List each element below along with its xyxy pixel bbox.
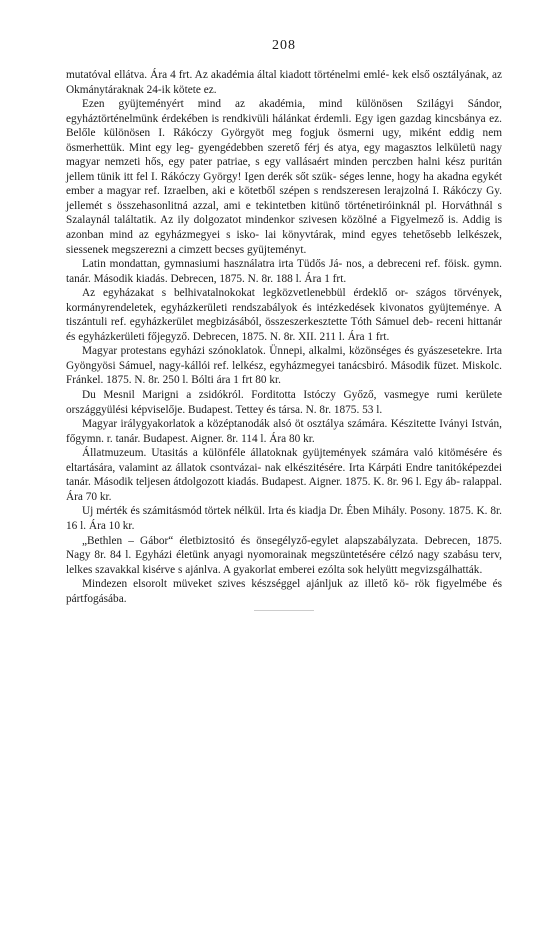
paragraph: Latin mondattan, gymnasiumi használatra irta Tüdős Já- nos, a debreceni ref. föisk. gymn. tanár. Második kiadás. Debrecen, 1875. N. 8r. 188 l. Ára 1 frt.: [66, 258, 502, 285]
page-number: 208: [272, 38, 296, 53]
paragraph: „Bethlen – Gábor“ életbiztositó és önsegélyző-egylet alapszabályzata. Debrecen, 1875. Nagy 8r. 84 l. Egyházi életünk anyagi nyomorainak megszüntetésére célzó nagy szabásu terv, lelkes szavakkal kisérve s ajánlva. A gyakorlat emberei ezólta sok helyütt megvizsgálhatták.: [66, 534, 502, 576]
paragraph: Ezen gyüjteményért mind az akadémia, mind különösen Szilágyi Sándor, egyháztörténelmünk érdekében is rendkivüli hálánkat érdemli. Egy igen gazdag kincsbánya ez. Belőle különösen I. Rákóczy Györgyöt meg fogjuk ösmerni ugy, miként eddig nem ösmerhettük. Mint egy leg- gyengédebben szerető férj és atya, egy magasztos lelkületü nagy magyar nemzeti hős, egy pater patriae, s egy vallásaért minden perczben halni kész puritán jellem tünik itt fel I. Rákóczy György! Igen derék sőt szük- séges lenne, hogy ha akadna egykét ember a magyar ref. Izraelben, aki e kötetből szépen s rendszeresen lerajzolná I. Rákóczy Gy. jellemét s összehasonlitná azzal, ami e tekintetben kitünő történetiróinknál pl. Horváthnál s Szalaynál találtatik. Az ily dolgozatot mindenkor szivesen közölné a Figyelmező is. Addig is azonban mind az egyházmegyei s isko- lai könyvtárak, mind egyes tehetősebb lelkészek, siessenek megszerezni a cimzett becses gyüjteményt.: [66, 98, 502, 256]
paragraph: Uj mérték és számitásmód törtek nélkül. Irta és kiadja Dr. Ében Mihály. Posony. 1875. K. 8r. 16 l. Ára 10 kr.: [66, 505, 502, 532]
body-text: [66, 68, 502, 606]
footer-rule: [254, 610, 314, 611]
paragraph: Magyar irálygyakorlatok a középtanodák alsó öt osztálya számára. Készitette Iványi István, főgymn. r. tanár. Budapest. Aigner. 8r. 114 l. Ára 80 kr.: [66, 418, 502, 445]
paragraph: Állatmuzeum. Utasitás a különféle állatoknak gyüjtemények számára való kitömésére és eltartására, valamint az állatok csontvázai- nak elkészitésére. Irta Kárpáti Endre tanitóképezdei tanár. Második teljesen átdolgozott kiadás. Budapest. Aigner. 1875. K. 8r. 96 l. Egy áb- ralappal. Ára 70 kr.: [66, 447, 502, 503]
paragraph: Mindezen elsorolt müveket szives készséggel ajánljuk az illető kö- rök figyelmébe és pártfogásába.: [66, 578, 502, 605]
paragraph: Du Mesnil Marigni a zsidókról. Forditotta Istóczy Győző, vasmegye rumi kerülete országgyülési képviselője. Budapest. Tettey és társa. N. 8r. 1875. 53 l.: [66, 389, 502, 416]
paragraph: Az egyházakat s belhivatalnokokat legközvetlenebbül érdeklő or- szágos törvények, kormányrendeletek, egyházkerületi rendszabályok és intézkedések kivonatos gyüjteménye. A tiszántuli ref. egyházkerület megbizásából, összeszerkesztette Tóth Sámuel deb- receni hittanár és egyházkerületi főjegyző. Debrecen, 1875. N. 8r. XII. 211 l. Ára 1 frt.: [66, 287, 502, 343]
paragraph: Magyar protestans egyházi szónoklatok. Ünnepi, alkalmi, közönséges és gyászesetekre. Irta Gyöngyösi Sámuel, nagy-kállói ref. lelkész, egyházmegyei tanácsbiró. Második füzet. Miskolc. Fránkel. 1875. N. 8r. 250 l. Bólti ára 1 frt 80 kr.: [66, 345, 502, 387]
book-page: [66, 38, 502, 611]
paragraph: mutatóval ellátva. Ára 4 frt. Az akadémia által kiadott történelmi emlé- kek első osztályának, az Okmánytáraknak 24-ik kötete ez.: [66, 69, 502, 96]
